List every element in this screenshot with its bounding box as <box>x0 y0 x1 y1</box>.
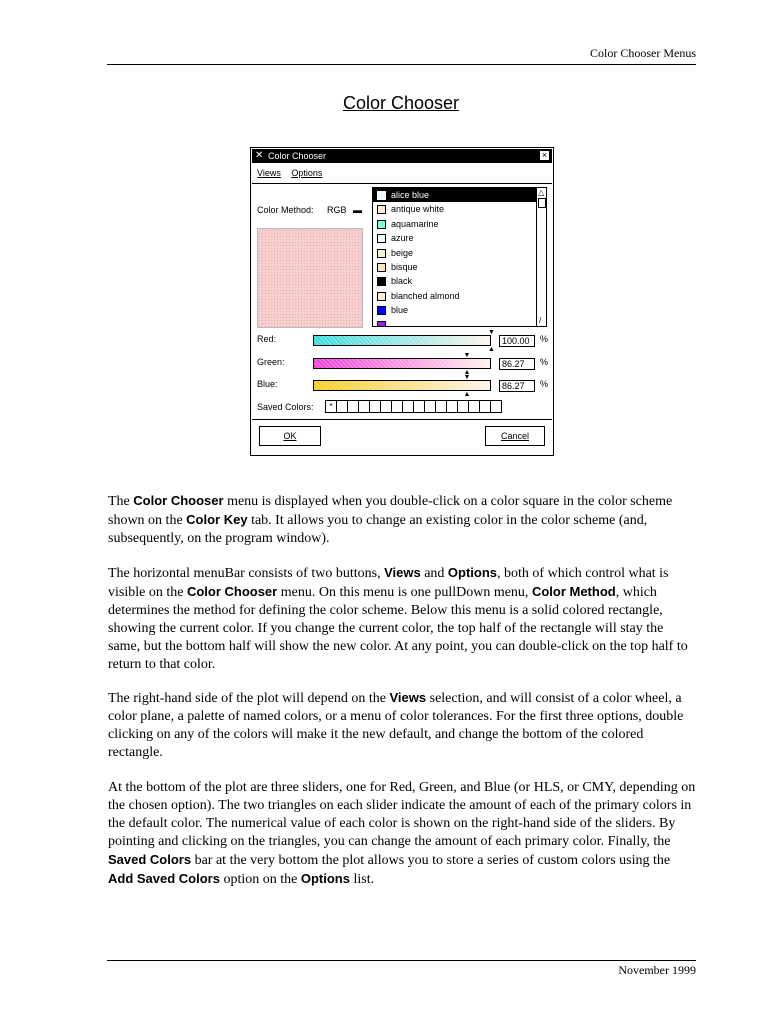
current-color-swatch[interactable] <box>257 228 363 328</box>
color-swatch <box>377 234 386 243</box>
color-name: blanched almond <box>391 290 460 301</box>
color-name: antique white <box>391 204 445 215</box>
color-name: black <box>391 276 413 287</box>
bold-term: Options <box>447 565 498 580</box>
resize-handle-icon: / <box>539 316 542 325</box>
slider-label: Red: <box>257 334 277 344</box>
text-run: The <box>108 494 134 509</box>
text-run: list. <box>349 872 375 887</box>
text-run: The right-hand side of the plot will depend on the <box>108 691 390 706</box>
cancel-label: Cancel <box>500 431 529 441</box>
saved-colors-label: Saved Colors: <box>257 402 314 412</box>
bold-term: Views <box>389 690 427 705</box>
color-name: bisque <box>391 261 418 272</box>
dialog-title: Color Chooser <box>268 151 327 161</box>
button-divider <box>252 419 552 420</box>
color-method-label: Color Method: <box>257 205 314 215</box>
text-run: option on the <box>219 872 301 887</box>
bold-term: Color Chooser <box>186 584 278 599</box>
list-scrollbar[interactable] <box>536 188 546 326</box>
saved-color-slot[interactable] <box>490 400 502 413</box>
current-value-triangle[interactable]: ▲ <box>463 369 471 376</box>
x-window-icon: ✕ <box>255 150 264 161</box>
color-list-item[interactable] <box>373 260 537 274</box>
header-rule <box>107 64 696 65</box>
menubar-divider <box>252 183 552 184</box>
text-run: menu. On this menu is one pullDown menu, <box>277 585 532 600</box>
default-value-triangle[interactable]: ▼ <box>488 329 495 336</box>
default-value-triangle[interactable]: ▼ <box>463 374 471 381</box>
current-value-triangle[interactable]: ▲ <box>463 391 471 398</box>
color-list-item[interactable] <box>373 246 537 260</box>
bold-term: Options <box>300 871 350 886</box>
menubar <box>257 168 330 178</box>
percent-sign: % <box>540 334 549 344</box>
slider-value-field[interactable]: 100.00 <box>499 335 535 347</box>
slider-value-field[interactable]: 86.27 <box>499 358 535 370</box>
percent-sign: % <box>540 379 549 389</box>
color-slider-track[interactable] <box>313 358 491 369</box>
color-swatch <box>377 191 386 200</box>
color-name: alice blue <box>391 190 430 200</box>
footer-rule <box>107 960 696 961</box>
page-title: Color Chooser <box>342 93 460 113</box>
color-name: blue <box>391 305 409 316</box>
slider-label: Green: <box>257 357 285 367</box>
options-menu[interactable]: Options <box>291 168 323 178</box>
color-swatch <box>377 306 386 315</box>
color-name: aquamarine <box>391 218 439 229</box>
color-list-item[interactable] <box>373 188 537 202</box>
percent-sign: % <box>540 357 549 367</box>
color-slider-track[interactable] <box>313 335 491 346</box>
text-run: selection, and will consist of a color wheel, a color plane, a palette of named colors, or a menu of color tolerances. For the first three options, double clicking on any of the colors will make it the new default, and change the bottom of the colored rectangle. <box>108 691 684 760</box>
running-header: Color Chooser Menus <box>590 46 696 60</box>
dialog-titlebar[interactable] <box>252 149 552 163</box>
option-menu-icon: ▬ <box>353 205 363 215</box>
color-swatch <box>377 292 386 301</box>
cancel-button[interactable] <box>485 426 545 446</box>
current-value-triangle[interactable]: ▲ <box>488 346 495 353</box>
color-list-item[interactable] <box>373 202 537 216</box>
text-run: menu is displayed when you double-click on a color square in the color scheme shown on the <box>108 494 673 528</box>
color-name: azure <box>391 233 414 244</box>
slider-label: Blue: <box>257 379 278 389</box>
ok-button[interactable] <box>259 426 321 446</box>
bold-term: Views <box>384 565 421 580</box>
saved-colors-bar <box>325 400 501 413</box>
color-list-item[interactable] <box>373 289 537 303</box>
bold-term: Color Key <box>186 512 248 527</box>
body-paragraph <box>108 779 698 889</box>
slider-value-field[interactable]: 86.27 <box>499 380 535 392</box>
text-run: At the bottom of the plot are three sliders, one for Red, Green, and Blue (or HLS, or CMY, depending on the chosen option). The two triangles on each slider indicate the amount of each of the primary colors in the default color. The numerical value of each color is shown on the right-hand side of the sliders. By pointing and clicking on the triangles, you can change the amount of each primary color. Finally, the <box>108 780 696 849</box>
text-run: and <box>420 566 448 581</box>
color-swatch <box>377 321 386 327</box>
text-run: tab. It allows you to change an existing color in the color scheme (and, subsequently, on the program window). <box>108 513 648 546</box>
color-list-item[interactable] <box>373 217 537 231</box>
ok-label: OK <box>283 431 297 441</box>
scroll-thumb[interactable] <box>538 198 546 208</box>
color-slider-track[interactable] <box>313 380 491 391</box>
text-run: , both of which control what is visible on the <box>108 566 669 600</box>
default-value-triangle[interactable]: ▼ <box>463 352 471 359</box>
color-method-select[interactable] <box>327 205 362 215</box>
scroll-up-icon[interactable]: △ <box>538 188 545 197</box>
text-run: The horizontal menuBar consists of two buttons, <box>108 566 385 581</box>
bold-term: Saved Colors <box>108 852 192 867</box>
body-paragraph <box>108 492 698 548</box>
color-chooser-dialog <box>250 147 554 456</box>
body-paragraph <box>108 564 698 674</box>
color-list-item[interactable] <box>373 303 537 317</box>
named-colors-list[interactable] <box>372 187 547 327</box>
close-icon[interactable]: × <box>541 150 548 160</box>
text-run: , which determines the method for defining the color scheme. Below this menu is a solid colored rectangle, showing the current color. If you change the current color, the top half of the rectangle will stay the same, but the bottom half will show the new color. At any point, you can double-click on the top half to return to that color. <box>108 585 688 672</box>
named-colors-items <box>373 188 537 327</box>
color-list-item[interactable] <box>373 231 537 245</box>
text-run: bar at the very bottom the plot allows you to store a series of custom colors using the <box>191 853 671 868</box>
color-list-item[interactable] <box>373 274 537 288</box>
color-list-item[interactable] <box>373 318 537 327</box>
color-swatch <box>377 263 386 272</box>
views-menu[interactable]: Views <box>257 168 281 178</box>
color-swatch <box>377 249 386 258</box>
color-swatch <box>377 277 386 286</box>
color-swatch <box>377 205 386 214</box>
color-name: beige <box>391 247 414 258</box>
body-paragraph <box>108 689 698 762</box>
bold-term: Color Method <box>531 584 616 599</box>
footer-date: November 1999 <box>618 963 696 977</box>
saved-color-slot[interactable]: * <box>325 400 337 413</box>
bold-term: Add Saved Colors <box>108 871 220 886</box>
bold-term: Color Chooser <box>133 493 224 508</box>
color-swatch <box>377 220 386 229</box>
color-method-value: RGB <box>327 205 347 215</box>
